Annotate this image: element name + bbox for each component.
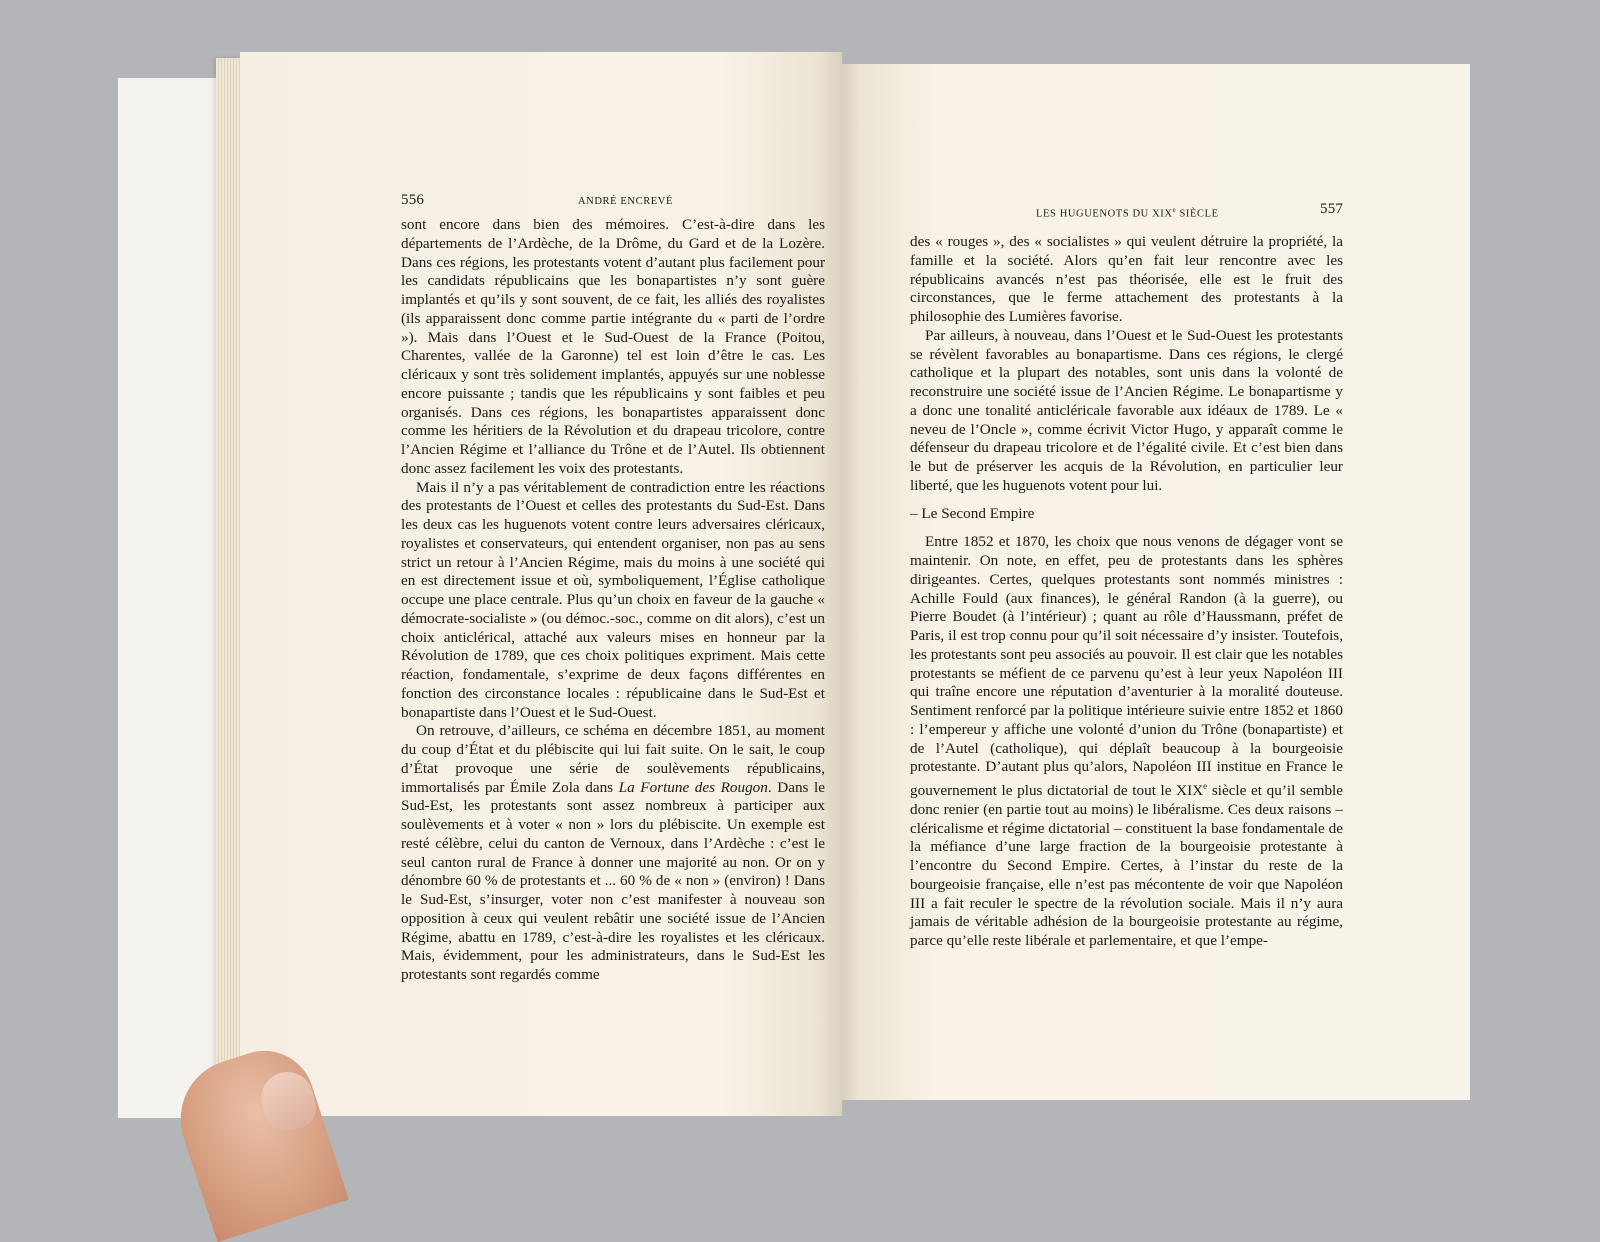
right-page bbox=[842, 64, 1470, 1100]
head-text: LES HUGUENOTS DU XIX bbox=[1036, 208, 1173, 220]
superscript: e bbox=[1172, 206, 1177, 214]
book-title: La Fortune des Rougon bbox=[618, 778, 768, 796]
paragraph bbox=[401, 722, 825, 985]
section-subheading: – Le Second Empire bbox=[910, 504, 1035, 522]
page-number-left: 556 bbox=[401, 192, 425, 208]
paragraph: Mais il n’y a pas véritablement de contradiction entre les réactions des protestants de l’Ouest et celles des protestants du Sud-Est. Dans les deux cas les huguenots votent contre leurs adversaires cléricaux, royalistes et conservateurs, qui entendent organiser, non pas au sens strict un retour à l’Ancien Régime, mais du moins à une société qui en est directement issue et où, symboliquement, l’Église catholique occupe une place centrale. Plus qu’un choix en faveur de la gauche « démocrate-socialiste » (ou démoc.-soc., comme on dit alors), c’est un choix anticlérical, attaché aux valeurs mises en honneur par la Révolution de 1789, que ces choix politiques expriment. Mais cette réaction, fondamentale, s’exprime de deux façons différentes en fonction des circonstance locales : républicaine dans le Sud-Est et bonapartiste dans l’Ouest et le Sud-Ouest. bbox=[401, 478, 825, 721]
running-head-right bbox=[1036, 206, 1219, 220]
superscript: e bbox=[1203, 781, 1208, 791]
page-number-right: 557 bbox=[1320, 201, 1344, 217]
paragraph: Par ailleurs, à nouveau, dans l’Ouest et le Sud-Ouest les protestants se révèlent favorables au bonapartisme. Dans ces régions, le clergé catholique et la plupart des notables, sont unis dans la volonté de reconstruire une société issue de l’Ancien Régime. Le bonapartisme y a donc une tonalité anticléricale favorable aux idéaux de 1789. Le « neveu de l’Oncle », comme écrivit Victor Hugo, y apparaît comme le défenseur du drapeau tricolore et de l’égalité civile. Et c’est bien dans le but de préserver les acquis de la Révolution, en particulier leur liberté, que les huguenots votent pour lui. bbox=[910, 326, 1343, 494]
running-head-left: ANDRÉ ENCREVÉ bbox=[578, 196, 674, 207]
text-run: siècle et qu’il semble donc renier (en partie tout au moins) le libéralisme. Ces deux raisons – cléricalisme et régime dictatorial – constituent la base fondamentale de la méfiance d’une large fraction de la bourgeoisie protestante à l’encontre du Second Empire. Certes, à l’instar du reste de la bourgeoisie française, elle n’est pas mécontente de voir que Napoléon III a fait reculer le spectre de la révolution sociale. Mais il n’y aura jamais de véritable adhésion de la bourgeoisie protestante au régime, parce qu’elle reste libérale et parlementaire, et que l’empe- bbox=[910, 782, 1343, 950]
paragraph: sont encore dans bien des mémoires. C’est-à-dire dans les départements de l’Ardèche, de la Drôme, du Gard et de la Lozère. Dans ces régions, les protestants votent d’autant plus facilement pour les candidats républicains que les bonapartistes n’y sont guère implantés et qu’ils y sont souvent, de ce fait, les alliés des royalistes (ils apparaissent donc comme partie intégrante du « parti de l’ordre »). Mais dans l’Ouest et le Sud-Ouest de la France (Poitou, Charentes, vallée de la Garonne) tel est loin d’être le cas. Les cléricaux y sont très solidement implantés, appuyés sur une noblesse encore puissante ; tandis que les républicains y sont faibles et peu organisés. Dans ces régions, les bonapartistes apparaissent donc comme les héritiers de la Révolution et du drapeau tricolore, contre l’Ancien Régime et l’alliance du Trône et de l’Autel. Ils obtiennent donc assez facilement les voix des protestants. bbox=[401, 216, 825, 477]
text-run: Entre 1852 et 1870, les choix que nous venons de dégager vont se maintenir. On note, en effet, peu de protestants dans les sphères dirigeantes. Certes, quelques protestants sont nommés ministres : Achille Fould (aux finances), le général Randon (à la guerre), ou Pierre Boudet (à l’intérieur) ; quant au rôle d’Haussmann, préfet de Paris, il est trop connu pour qu’il soit nécessaire d’y insister. Toutefois, les protestants sont peu associés au pouvoir. Il est clair que les notables protestants se méfient de ce parvenu qu’est à leur yeux Napoléon III qui traîne encore une réputation d’aventurier à la moralité douteuse. Sentiment renforcé par la politique intérieure suivie entre 1852 et 1860 : l’empereur y affiche une volonté d’union du Trône (bonapartiste) et de l’Autel (catholique), qui déplaît beaucoup à la bourgeoisie protestante. D’autant plus qu’alors, Napoléon III institue en France le gouvernement le plus dictatorial de tout le XIX bbox=[910, 533, 1343, 800]
left-text-column bbox=[401, 216, 825, 985]
text-run: . Dans le Sud-Est, les protestants sont assez nombreux à participer aux soulèvements et à voter « non » lors du plébiscite. Un exemple est resté célèbre, celui du canton de Vernoux, dans l’Ardèche : c’est le seul canton rural de France à donner une majorité au non. Or on y dénombre 60 % de protestants et ... 60 % de « non » (environ) ! Dans le Sud-Est, s’insurger, voter non c’est manifester à nouveau son opposition à ceux qui veulent rebâtir une société issue de l’Ancien Régime, abattu en 1789, c’est-à-dire les royalistes et les cléricaux. Mais, évidemment, pour les administrateurs, dans le Sud-Est les protestants sont regardés comme bbox=[401, 778, 825, 983]
paragraph: des « rouges », des « socialistes » qui veulent détruire la propriété, la famille et la société. Alors qu’en fait leur rencontre avec les républicains avancés n’est pas théorisée, elle est le fruit des circonstances, que le ferme attachement des protestants à la philosophie des Lumières favorise. bbox=[910, 233, 1343, 325]
head-text: SIÈCLE bbox=[1176, 208, 1219, 220]
paragraph bbox=[910, 533, 1343, 951]
left-page bbox=[240, 52, 842, 1116]
text-run: On retrouve, d’ailleurs, ce schéma en décembre 1851, au moment du coup d’État et du plébiscite qui lui fait suite. On le sait, le coup d’État provoque une série de soulèvements républicains, immortalisés par Émile Zola dans bbox=[401, 722, 825, 796]
right-text-column bbox=[910, 233, 1343, 951]
page-stack-edge bbox=[216, 58, 242, 1118]
book-cover-edge bbox=[118, 78, 228, 1118]
